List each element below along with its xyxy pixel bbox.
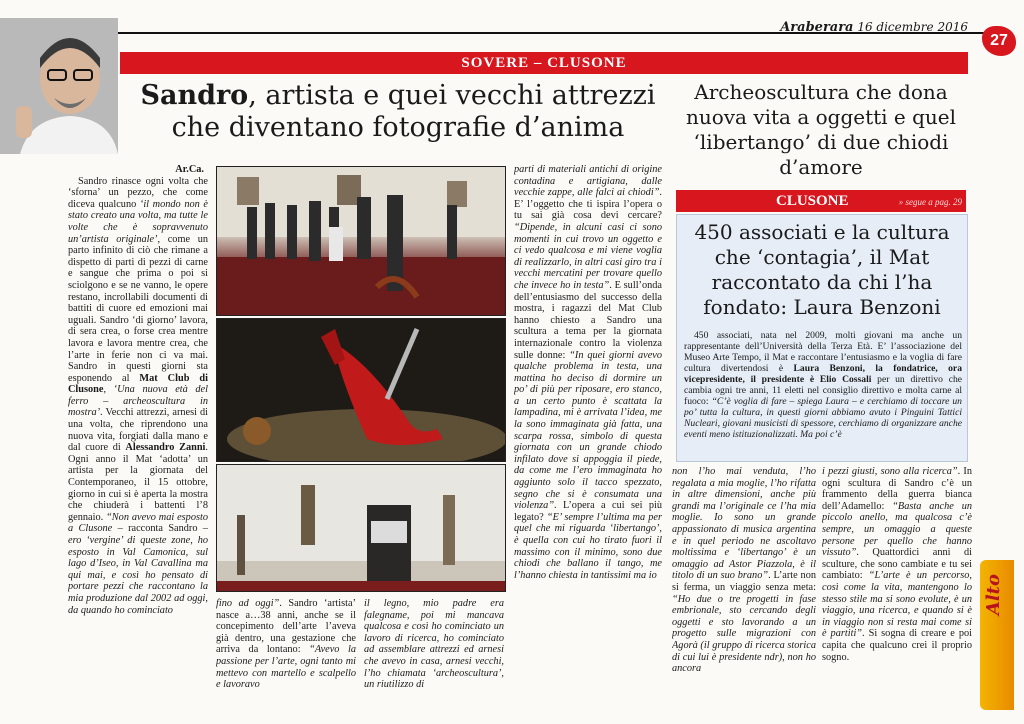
masthead-date: 16 dicembre 2016 [857, 20, 968, 34]
page-number: 27 [982, 26, 1016, 56]
section-banner: SOVERE – CLUSONE [120, 52, 968, 74]
alto-label: Alto [983, 574, 1004, 616]
article-column-1: Ar.Ca. Sandro rinasce ogni volta che ‘sforna’ un pezzo, che come diceva qualcuno ‘il mondo non è stato creato una volta, ma tutte le volte che è sopravvenuto un’artista originale’, come un parto infinito di ciò che rimane a dispetto di parti di pezzi di carne e sangue che prima o poi si sciolgono e se ne vanno, le opere restano, incrollabili documenti di battiti di cuore ed emozioni mai uguali. Sandro ‘di giorno’ lavora, di sera crea, o forse crea mentre lavora e lavora mentre crea, che l’arte in ferie non ci va mai. Sandro in questi giorni sta esponendo al Mat Club di Clusone, ‘Una nuova età del ferro – archeoscultura in mostra’. Vecchi attrezzi, arnesi di una volta, che riprendono una nuova vita, forgiati dalla mano e dal cuore di Alessandro Zanni. Ogni anno il Mat ‘adotta’ un artista per la giornata del Contemporaneo, il 15 ottobre, giorno in cui si è aperta la mostra che chiuderà i battenti l’8 gennaio. “Non avevo mai esposto a Clusone – racconta Sandro – ero ‘vergine’ di queste zone, ho esposto in Val Camonica, sul lago d’Iseo, in Val Cavallina ma qui mai, e così ho pensato di portare pezzi che raccontano la mia produzione dal 2002 ad oggi, da quando ho cominciato [68, 164, 208, 616]
box-title: 450 associati e la cultura che ‘contagia’, il Mat raccontato da chi l’ha fondato: Laura Benzoni [694, 220, 950, 319]
article-column-3: parti di materiali antichi di origine contadina e artigiana, dalle vecchie zappe, alle falci ai chiodi”. E’ l’oggetto che ti ispira l’opera o tu sai già cosa devi cercare? “Dipende, in alcuni casi ci sono momenti in cui trovo un oggetto e ci vedo qualcosa e mi viene voglia di realizzarlo, in altri casi giro tra i vecchi mercatini per trovare quello che invece ho in testa”. E sull’onda dell’entusiasmo del successo della mostra, i ragazzi del Mat Club hanno chiesto a Sandro una scultura a tema per la giornata internazionale contro la violenza sulle donne: “In quei giorni avevo qualche problema in testa, una mattina ho deciso di dormire un po’ di più per riposare, ero stanco, a un certo punto è scattata la lampadina, mi è arrivata l’idea, me la sono immaginata già fatta, una scarpa rossa, simbolo di questa giornata con un grande chiodo infilato dove si appoggia il piede, da come me l’ero immaginata ho aggiunto solo il tacco spezzato, segno che si è consumata una violenza”. L’opera a cui sei più legato? “E’ sempre l’ultima ma per quel che mi riguarda ‘libertango’, è quella con cui ho tirato fuori il massimo con il minimo, sono due chiodi che ballano il tango, me l’hanno chiesta in tantissimi ma io [514, 164, 662, 581]
right-headline: Archeoscultura che dona nuova vita a oggetti e quel ‘libertango’ di due chiodi d’amore [685, 80, 957, 179]
see-also-link[interactable]: » segue a pag. 29 [898, 197, 962, 207]
byline: Ar.Ca. [175, 164, 204, 175]
headline-rest: , artista e quei vecchi attrezzi che diventano fotografie d’anima [171, 80, 656, 143]
article-column-5: i pezzi giusti, sono alla ricerca”. In ogni scultura di Sandro c’è un frammento della guerra bianca dell’Adamello: “Basta anche un piccolo anello, ma qualcosa c’è sempre, un omaggio a queste persone per quello che hanno vissuto”. Quattordici anni di sculture, che sono cambiate e tu sei cambiato: “L’arte è un percorso, così come la vita, mantengono lo stesso stile ma si sono evolute, è un viaggio, una ricerca, e quando si è in viaggio non si resta mai come si è partiti”. Si sogna di creare e poi capita che qualcuno crei il proprio sogno. [822, 466, 972, 663]
exhibition-photo [216, 166, 506, 316]
red-shoe-sculpture-photo [216, 318, 506, 462]
box-text: 450 associati, nata nel 2009, molti giovani ma anche un rappresentante dell’Università della Terza Età. E’ l’associazione del Museo Arte Tempo, il Mat e raccontare l’entusiasmo e la voglia di fare cultura divertendosi è Laura Benzoni, la fondatrice, ora vicepresidente, il presidente è Elio Cossali per un direttivo che cambia ogni tre anni, 11 eletti nel consiglio direttivo e molta carne al fuoco: “C’è voglia di fare – spiega Laura – e cerchiamo di toccare un po’ tutta la cultura, in questi giorni abbiamo avuto i Pinguini Tattici Nucleari, giovani musicisti di spessore, cerchiamo di organizzare anche eventi meno istituzionalizzati. Ma poi c’è [684, 330, 962, 440]
author-portrait [0, 18, 118, 154]
alto-section-tab [980, 560, 1014, 710]
article-column-3-bottom: il legno, mio padre era falegname, poi mi mancava qualcosa e così ho cominciato un lavoro di ricerca, ho cominciato ad assemblare attrezzi ed arnesi che avevo in casa, arnesi vecchi, l’ho chiamata ‘archeoscultura’, un riutilizzo di [364, 598, 504, 691]
headline-bold: Sandro [140, 80, 249, 111]
clusone-label: CLUSONE [776, 193, 849, 209]
article-column-2: fino ad oggi”. Sandro ‘artista’ nasce a…38 anni, anche se il concepimento dell’arte l’aveva già dentro, una gestazione che arriva da lontano: “Avevo la passione per l’arte, ogni tanto mi mettevo con martello e scalpello e lavoravo [216, 598, 356, 691]
headline [128, 80, 668, 144]
article-column-4: non l’ho mai venduta, l’ho regalata a mia moglie, l’ho rifatta in altre dimensioni, anche più grandi ma l’originale ce l’ha mia moglie. Io sono un grande appassionato di musica argentina e in quel periodo ne ascoltavo moltissima e ‘libertango’ è un omaggio ad Astor Piazzola, è il titolo di un suo brano”. L’arte non si ferma, un viaggio senza meta: “Ho due o tre progetti in fase embrionale, sto cercando degli oggetti e sto lavorando a un progetto sulle migrazioni con Agorà (il gruppo di ricerca storica di cui lui è presidente ndr), non ho ancora [672, 466, 816, 675]
clusone-banner [676, 190, 966, 212]
masthead-brand: Araberara [780, 20, 854, 35]
masthead [780, 20, 968, 35]
gallery-room-photo [216, 464, 506, 592]
